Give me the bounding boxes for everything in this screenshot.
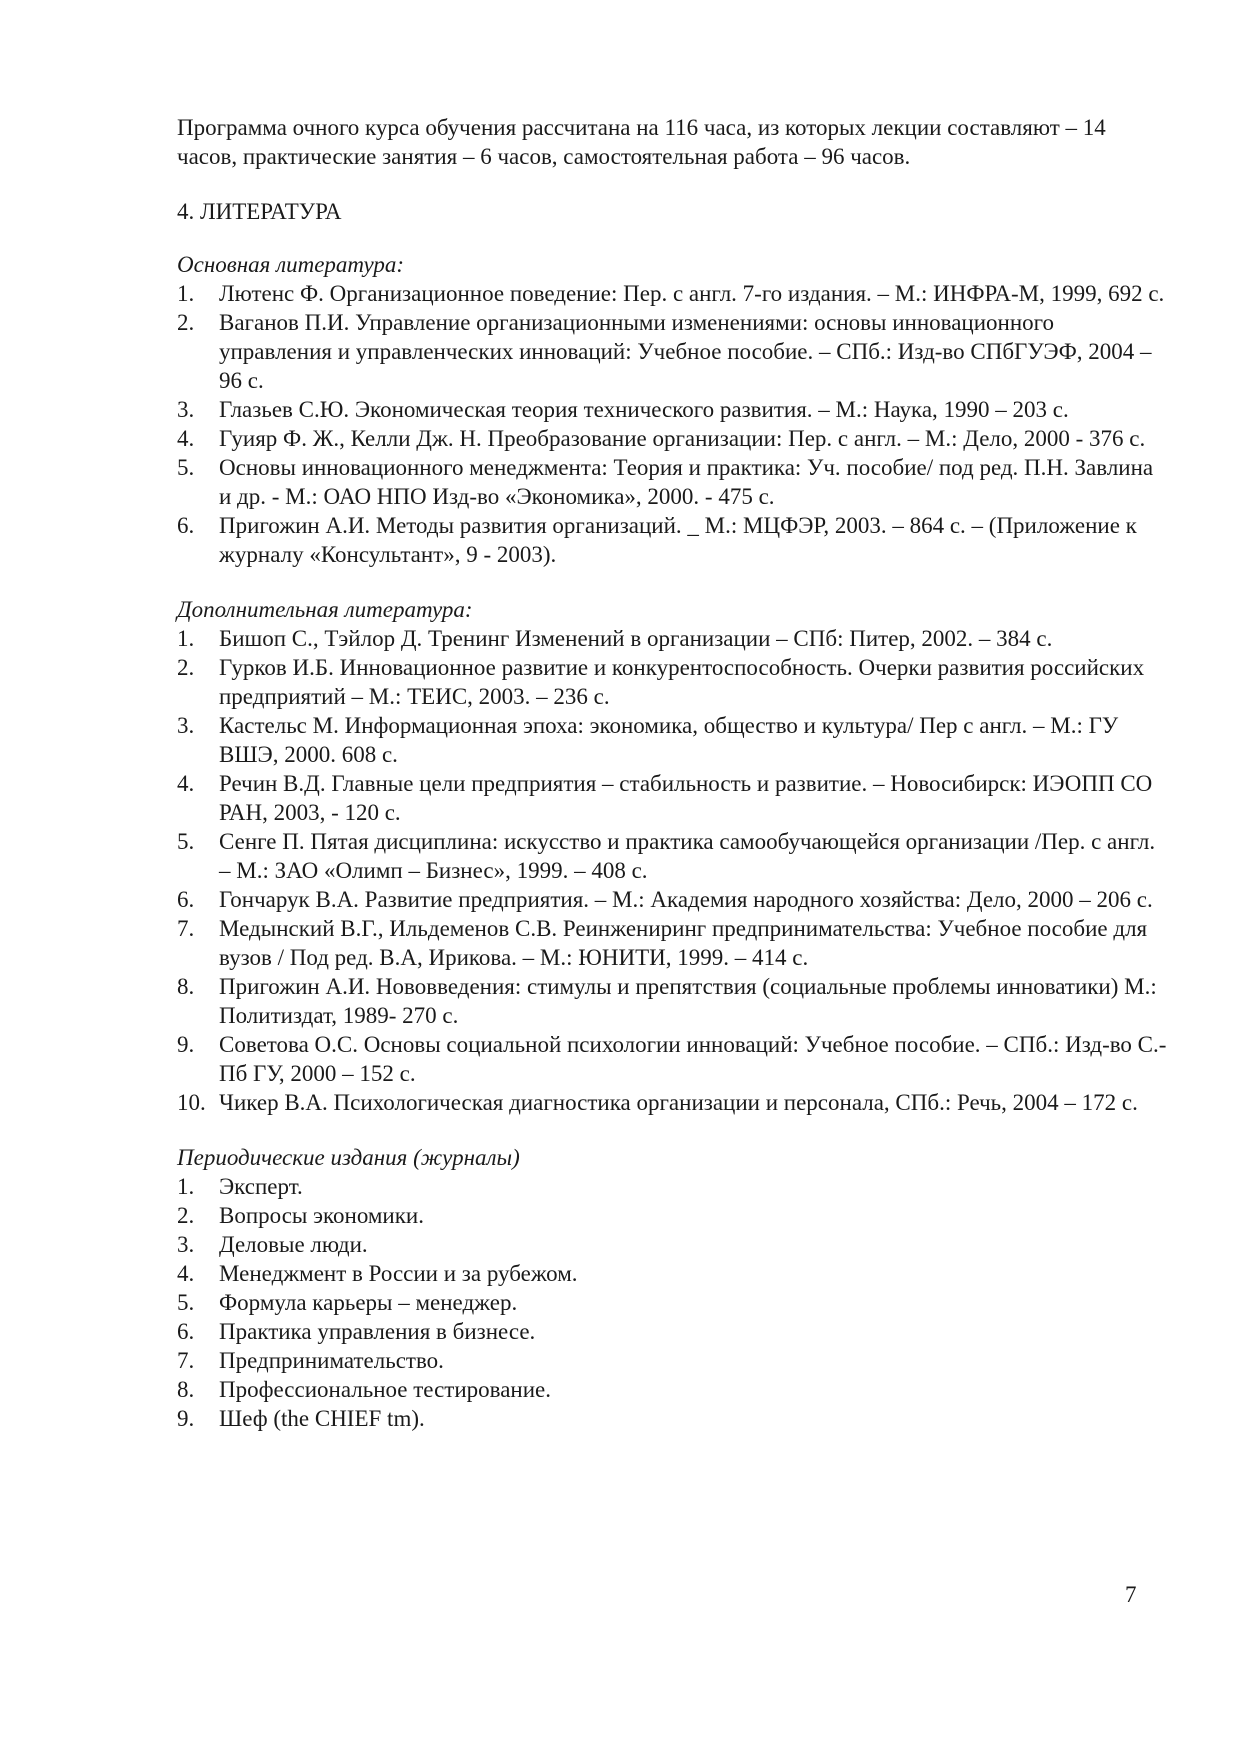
item-number: 6.: [177, 887, 195, 912]
item-text: Предпринимательство.: [219, 1348, 444, 1373]
additional-literature-title: Дополнительная литература:: [177, 597, 473, 622]
item-number: 8.: [177, 974, 195, 999]
item-number: 2.: [177, 655, 195, 680]
main-literature-title: Основная литература:: [177, 252, 405, 277]
item-text: Ваганов П.И. Управление организационными изменениями: основы инновационного управления и управленческих инноваций: Учебное пособие. – СПб.: Изд-во СПбГУЭФ, 2004 – 96 с.: [219, 310, 1152, 393]
additional-literature-list: [177, 624, 1167, 1117]
item-text: Лютенс Ф. Организационное поведение: Пер. с англ. 7-го издания. – М.: ИНФРА-М, 1999, 692 с.: [219, 281, 1165, 306]
list-item: [177, 1404, 1167, 1433]
item-text: Эксперт.: [219, 1174, 303, 1199]
list-item: [177, 1030, 1167, 1088]
list-item: [177, 914, 1167, 972]
section-heading: 4. ЛИТЕРАТУРА: [177, 199, 342, 224]
item-text: Формула карьеры – менеджер.: [219, 1290, 518, 1315]
course-intro-paragraph: Программа очного курса обучения рассчитана на 116 часа, из которых лекции составляют – 14 часов, практические занятия – 6 часов, самостоятельная работа – 96 часов.: [177, 115, 1106, 169]
list-item: [177, 395, 1167, 424]
item-text: Гуияр Ф. Ж., Келли Дж. Н. Преобразование организации: Пер. с англ. – М.: Дело, 2000 - 376 с.: [219, 426, 1146, 451]
list-item: [177, 1317, 1167, 1346]
item-number: 1.: [177, 1174, 195, 1199]
list-item: [177, 885, 1167, 914]
list-item: [177, 453, 1167, 511]
item-number: 1.: [177, 626, 195, 651]
list-item: [177, 624, 1167, 653]
list-item: [177, 1375, 1167, 1404]
list-item: [177, 1259, 1167, 1288]
list-item: [177, 653, 1167, 711]
item-text: Гурков И.Б. Инновационное развитие и конкурентоспособность. Очерки развития российских предприятий – М.: ТЕИС, 2003. – 236 с.: [219, 655, 1145, 709]
item-number: 9.: [177, 1032, 195, 1057]
list-item: [177, 279, 1167, 308]
item-number: 10.: [177, 1090, 206, 1115]
document-page: [177, 113, 1167, 1433]
list-item: [177, 711, 1167, 769]
item-text: Бишоп С., Тэйлор Д. Тренинг Изменений в организации – СПб: Питер, 2002. – 384 с.: [219, 626, 1053, 651]
list-item: [177, 1088, 1167, 1117]
item-text: Чикер В.А. Психологическая диагностика организации и персонала, СПб.: Речь, 2004 – 172 с.: [219, 1090, 1138, 1115]
item-text: Кастельс М. Информационная эпоха: экономика, общество и культура/ Пер с англ. – М.: ГУ ВШЭ, 2000. 608 с.: [219, 713, 1119, 767]
item-text: Глазьев С.Ю. Экономическая теория технического развития. – М.: Наука, 1990 – 203 с.: [219, 397, 1069, 422]
item-number: 1.: [177, 281, 195, 306]
item-number: 5.: [177, 1290, 195, 1315]
item-number: 5.: [177, 829, 195, 854]
item-number: 9.: [177, 1406, 195, 1431]
list-item: [177, 424, 1167, 453]
item-text: Гончарук В.А. Развитие предприятия. – М.: Академия народного хозяйства: Дело, 2000 – 206 с.: [219, 887, 1153, 912]
item-number: 2.: [177, 310, 195, 335]
item-number: 7.: [177, 1348, 195, 1373]
list-item: [177, 308, 1167, 395]
item-text: Речин В.Д. Главные цели предприятия – стабильность и развитие. – Новосибирск: ИЭОПП СО РАН, 2003, - 120 с.: [219, 771, 1153, 825]
item-number: 4.: [177, 426, 195, 451]
item-text: Профессиональное тестирование.: [219, 1377, 551, 1402]
item-number: 7.: [177, 916, 195, 941]
list-item: [177, 827, 1167, 885]
page-number: 7: [1125, 1582, 1137, 1607]
list-item: [177, 1230, 1167, 1259]
item-text: Пригожин А.И. Нововведения: стимулы и препятствия (социальные проблемы инноватики) М.: Политиздат, 1989- 270 с.: [219, 974, 1157, 1028]
item-text: Советова О.С. Основы социальной психологии инноваций: Учебное пособие. – СПб.: Изд-во С.- Пб ГУ, 2000 – 152 с.: [219, 1032, 1167, 1086]
main-literature-list: [177, 279, 1167, 569]
item-number: 5.: [177, 455, 195, 480]
item-text: Вопросы экономики.: [219, 1203, 424, 1228]
item-number: 3.: [177, 713, 195, 738]
item-number: 3.: [177, 397, 195, 422]
periodicals-list: [177, 1172, 1167, 1433]
list-item: [177, 511, 1167, 569]
item-number: 6.: [177, 1319, 195, 1344]
list-item: [177, 769, 1167, 827]
periodicals-title: Периодические издания (журналы): [177, 1145, 520, 1170]
item-text: Медынский В.Г., Ильдеменов С.В. Реинжениринг предпринимательства: Учебное пособие для вузов / Под ред. В.А, Ирикова. – М.: ЮНИТИ, 1999. – 414 с.: [219, 916, 1148, 970]
list-item: [177, 1346, 1167, 1375]
item-number: 6.: [177, 513, 195, 538]
item-number: 3.: [177, 1232, 195, 1257]
item-number: 2.: [177, 1203, 195, 1228]
list-item: [177, 1201, 1167, 1230]
item-number: 4.: [177, 1261, 195, 1286]
item-text: Сенге П. Пятая дисциплина: искусство и практика самообучающейся организации /Пер. с англ. – М.: ЗАО «Олимп – Бизнес», 1999. – 408 с.: [219, 829, 1156, 883]
list-item: [177, 1172, 1167, 1201]
item-text: Менеджмент в России и за рубежом.: [219, 1261, 578, 1286]
item-text: Шеф (the CHIEF tm).: [219, 1406, 425, 1431]
list-item: [177, 972, 1167, 1030]
item-text: Основы инновационного менеджмента: Теория и практика: Уч. пособие/ под ред. П.Н. Завлина и др. - М.: ОАО НПО Изд-во «Экономика», 2000. - 475 с.: [219, 455, 1154, 509]
item-text: Практика управления в бизнесе.: [219, 1319, 536, 1344]
item-number: 4.: [177, 771, 195, 796]
item-number: 8.: [177, 1377, 195, 1402]
item-text: Деловые люди.: [219, 1232, 368, 1257]
item-text: Пригожин А.И. Методы развития организаций. _ М.: МЦФЭР, 2003. – 864 с. – (Приложение к журналу «Консультант», 9 - 2003).: [219, 513, 1137, 567]
list-item: [177, 1288, 1167, 1317]
